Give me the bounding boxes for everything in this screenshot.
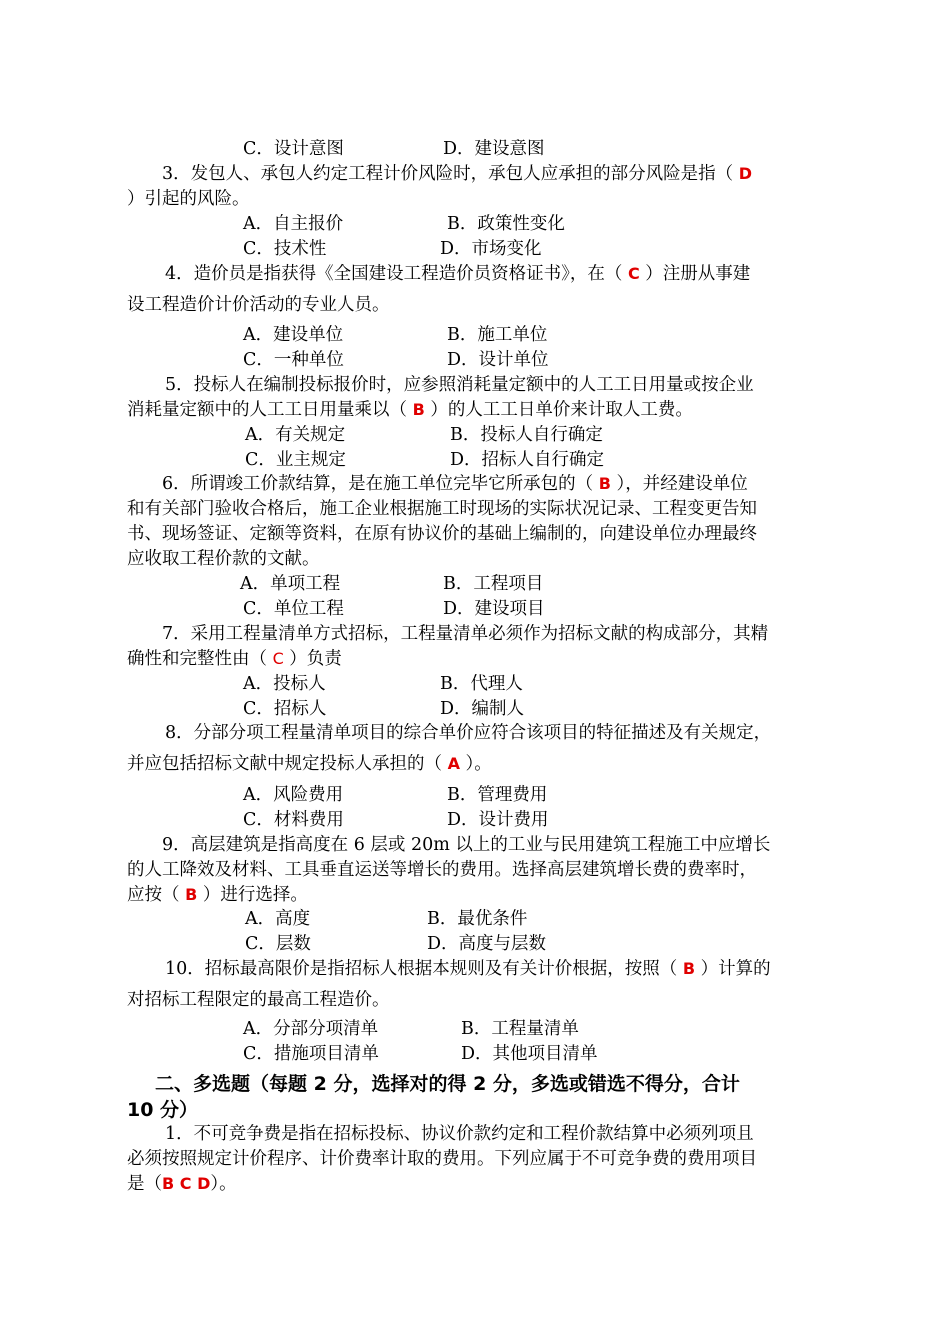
section-heading <box>127 1099 198 1123</box>
text-span: 设工程造价计价活动的专业人员。 <box>127 295 390 315</box>
text-line <box>127 648 342 672</box>
text-line <box>165 263 750 287</box>
text-span: A．有关规定 <box>245 425 346 445</box>
text-line <box>243 1043 379 1067</box>
text-span: 二、多选题（每题 2 分，选择对的得 2 分，多选或错选不得分，合计 <box>155 1073 740 1095</box>
text-span: 确性和完整性由（ <box>127 649 273 669</box>
text-span: A．风险费用 <box>243 785 344 805</box>
text-line <box>127 1148 757 1172</box>
text-span: B．管理费用 <box>447 785 548 805</box>
answer-mark: D <box>738 164 752 183</box>
text-line <box>243 784 343 808</box>
text-line <box>443 138 545 162</box>
text-span: A．投标人 <box>243 674 326 694</box>
text-span: B．工程项目 <box>443 574 544 594</box>
text-span: 书、现场签证、定额等资料，在原有协议价的基础上编制的，向建设单位办理最终 <box>127 524 757 544</box>
answer-mark: B <box>598 474 611 493</box>
text-line <box>245 908 310 932</box>
text-line <box>447 324 547 348</box>
text-span: D．建设项目 <box>443 599 545 619</box>
text-line <box>243 1018 378 1042</box>
text-line <box>127 399 693 423</box>
text-line <box>447 213 565 237</box>
text-span: ）负责 <box>283 649 342 669</box>
text-span: ）注册从事建 <box>639 264 751 284</box>
text-span: ）计算的 <box>695 959 771 979</box>
text-line <box>243 598 344 622</box>
text-span: D．建设意图 <box>443 139 545 159</box>
text-line <box>243 698 326 722</box>
text-line <box>450 449 604 473</box>
text-span: 9．高层建筑是指高度在 6 层或 20m 以上的工业与民用建筑工程施工中应增长 <box>162 835 771 855</box>
text-span: B．工程量清单 <box>461 1019 579 1039</box>
answer-mark: B <box>412 400 425 419</box>
text-line <box>443 598 545 622</box>
text-line <box>447 349 549 373</box>
text-span: C．一种单位 <box>243 350 344 370</box>
text-line <box>243 138 344 162</box>
text-span: D．设计单位 <box>447 350 549 370</box>
text-span: C．材料费用 <box>243 810 344 830</box>
text-span: ）引起的风险。 <box>127 189 250 209</box>
text-span: ）进行选择。 <box>197 885 308 905</box>
text-line <box>440 698 524 722</box>
text-span: ）的人工工日单价来计取人工费。 <box>424 400 693 420</box>
text-line <box>243 324 343 348</box>
text-span: B．投标人自行确定 <box>450 425 603 445</box>
text-line <box>127 753 492 777</box>
text-line <box>162 834 770 858</box>
answer-mark: C <box>627 264 640 283</box>
text-line <box>243 238 326 262</box>
text-span: ）。 <box>210 1174 237 1194</box>
text-line <box>427 908 527 932</box>
text-span: 3．发包人、承包人约定工程计价风险时，承包人应承担的部分风险是指（ <box>162 164 739 184</box>
text-span: 10 分） <box>127 1099 199 1121</box>
text-span: 并应包括招标文献中规定投标人承担的（ <box>127 754 448 774</box>
text-span: C．技术性 <box>243 239 327 259</box>
text-line <box>162 623 768 647</box>
text-line <box>440 673 523 697</box>
text-span: D．高度与层数 <box>427 934 547 954</box>
text-span: C．措施项目清单 <box>243 1044 379 1064</box>
text-span: D．编制人 <box>440 699 525 719</box>
text-span: C．设计意图 <box>243 139 344 159</box>
text-line <box>443 573 543 597</box>
text-span: A．单项工程 <box>240 574 341 594</box>
text-span: D．招标人自行确定 <box>450 450 605 470</box>
text-line <box>243 213 343 237</box>
text-line <box>245 424 345 448</box>
text-span: D．其他项目清单 <box>461 1044 598 1064</box>
text-line <box>240 573 340 597</box>
answer-mark: A <box>447 754 460 773</box>
text-span: 7．采用工程量清单方式招标，工程量清单必须作为招标文献的构成部分，其精 <box>162 624 769 644</box>
text-span: A．高度 <box>245 909 311 929</box>
answer-mark: B C D <box>162 1174 211 1193</box>
text-line <box>127 294 390 318</box>
text-span: 4．造价员是指获得《全国建设工程造价员资格证书》，在（ <box>165 264 628 284</box>
text-line <box>447 784 547 808</box>
text-span: 消耗量定额中的人工工日用量乘以（ <box>127 400 413 420</box>
text-line <box>127 188 250 212</box>
text-line <box>127 989 390 1013</box>
text-span: 应收取工程价款的文献。 <box>127 549 320 569</box>
text-line <box>447 809 549 833</box>
text-span: D．设计费用 <box>447 810 549 830</box>
text-span: ）。 <box>459 754 492 774</box>
text-span: 10．招标最高限价是指招标人根据本规则及有关计价根据，按照（ <box>165 959 683 979</box>
text-span: A．分部分项清单 <box>243 1019 379 1039</box>
text-span: 5．投标人在编制投标报价时，应参照消耗量定额中的人工工日用量或按企业 <box>165 375 754 395</box>
text-span: 对招标工程限定的最高工程造价。 <box>127 990 390 1010</box>
text-span: 1．不可竞争费是指在招标投标、协议价款约定和工程价款结算中必须列项且 <box>165 1124 754 1144</box>
text-span: 应按（ <box>127 885 186 905</box>
text-line <box>440 238 542 262</box>
text-line <box>162 163 752 187</box>
text-span: D．市场变化 <box>440 239 542 259</box>
text-span: ），并经建设单位 <box>610 474 748 494</box>
text-line <box>245 933 311 957</box>
text-span: C．业主规定 <box>245 450 346 470</box>
text-line <box>165 374 754 398</box>
text-line <box>127 523 757 547</box>
text-line <box>162 473 748 497</box>
text-span: B．政策性变化 <box>447 214 565 234</box>
text-line <box>127 859 757 883</box>
text-span: 的人工降效及材料、工具垂直运送等增长的费用。选择高层建筑增长费的费率时， <box>127 860 757 880</box>
text-span: C．招标人 <box>243 699 327 719</box>
text-line <box>127 498 757 522</box>
section-heading <box>155 1073 740 1097</box>
text-line <box>127 548 320 572</box>
text-span: 6．所谓竣工价款结算，是在施工单位完毕它所承包的（ <box>162 474 599 494</box>
answer-mark: B <box>682 959 696 978</box>
text-span: C．单位工程 <box>243 599 344 619</box>
text-span: B．最优条件 <box>427 909 528 929</box>
text-span: A．建设单位 <box>243 325 344 345</box>
text-span: B．施工单位 <box>447 325 548 345</box>
text-line <box>243 349 344 373</box>
text-span: 是（ <box>127 1174 162 1194</box>
text-line <box>165 958 771 982</box>
text-span: B．代理人 <box>440 674 523 694</box>
text-line <box>461 1018 579 1042</box>
text-span: 和有关部门验收合格后，施工企业根据施工时现场的实际状况记录、工程变更告知 <box>127 499 757 519</box>
text-line <box>243 673 326 697</box>
text-span: C．层数 <box>245 934 311 954</box>
text-span: 必须按照规定计价程序、计价费率计取的费用。下列应属于不可竞争费的费用项目 <box>127 1149 757 1169</box>
text-line <box>127 884 308 908</box>
text-line <box>127 1173 237 1197</box>
text-span: A．自主报价 <box>243 214 344 234</box>
text-line <box>243 809 344 833</box>
text-line <box>245 449 346 473</box>
text-line <box>165 722 771 746</box>
text-span: 8．分部分项工程量清单项目的综合单价应符合该项目的特征描述及有关规定， <box>165 723 772 743</box>
answer-mark: C <box>272 649 284 668</box>
text-line <box>450 424 603 448</box>
text-line <box>427 933 546 957</box>
answer-mark: B <box>185 885 198 904</box>
text-line <box>461 1043 598 1067</box>
text-line <box>165 1123 754 1147</box>
